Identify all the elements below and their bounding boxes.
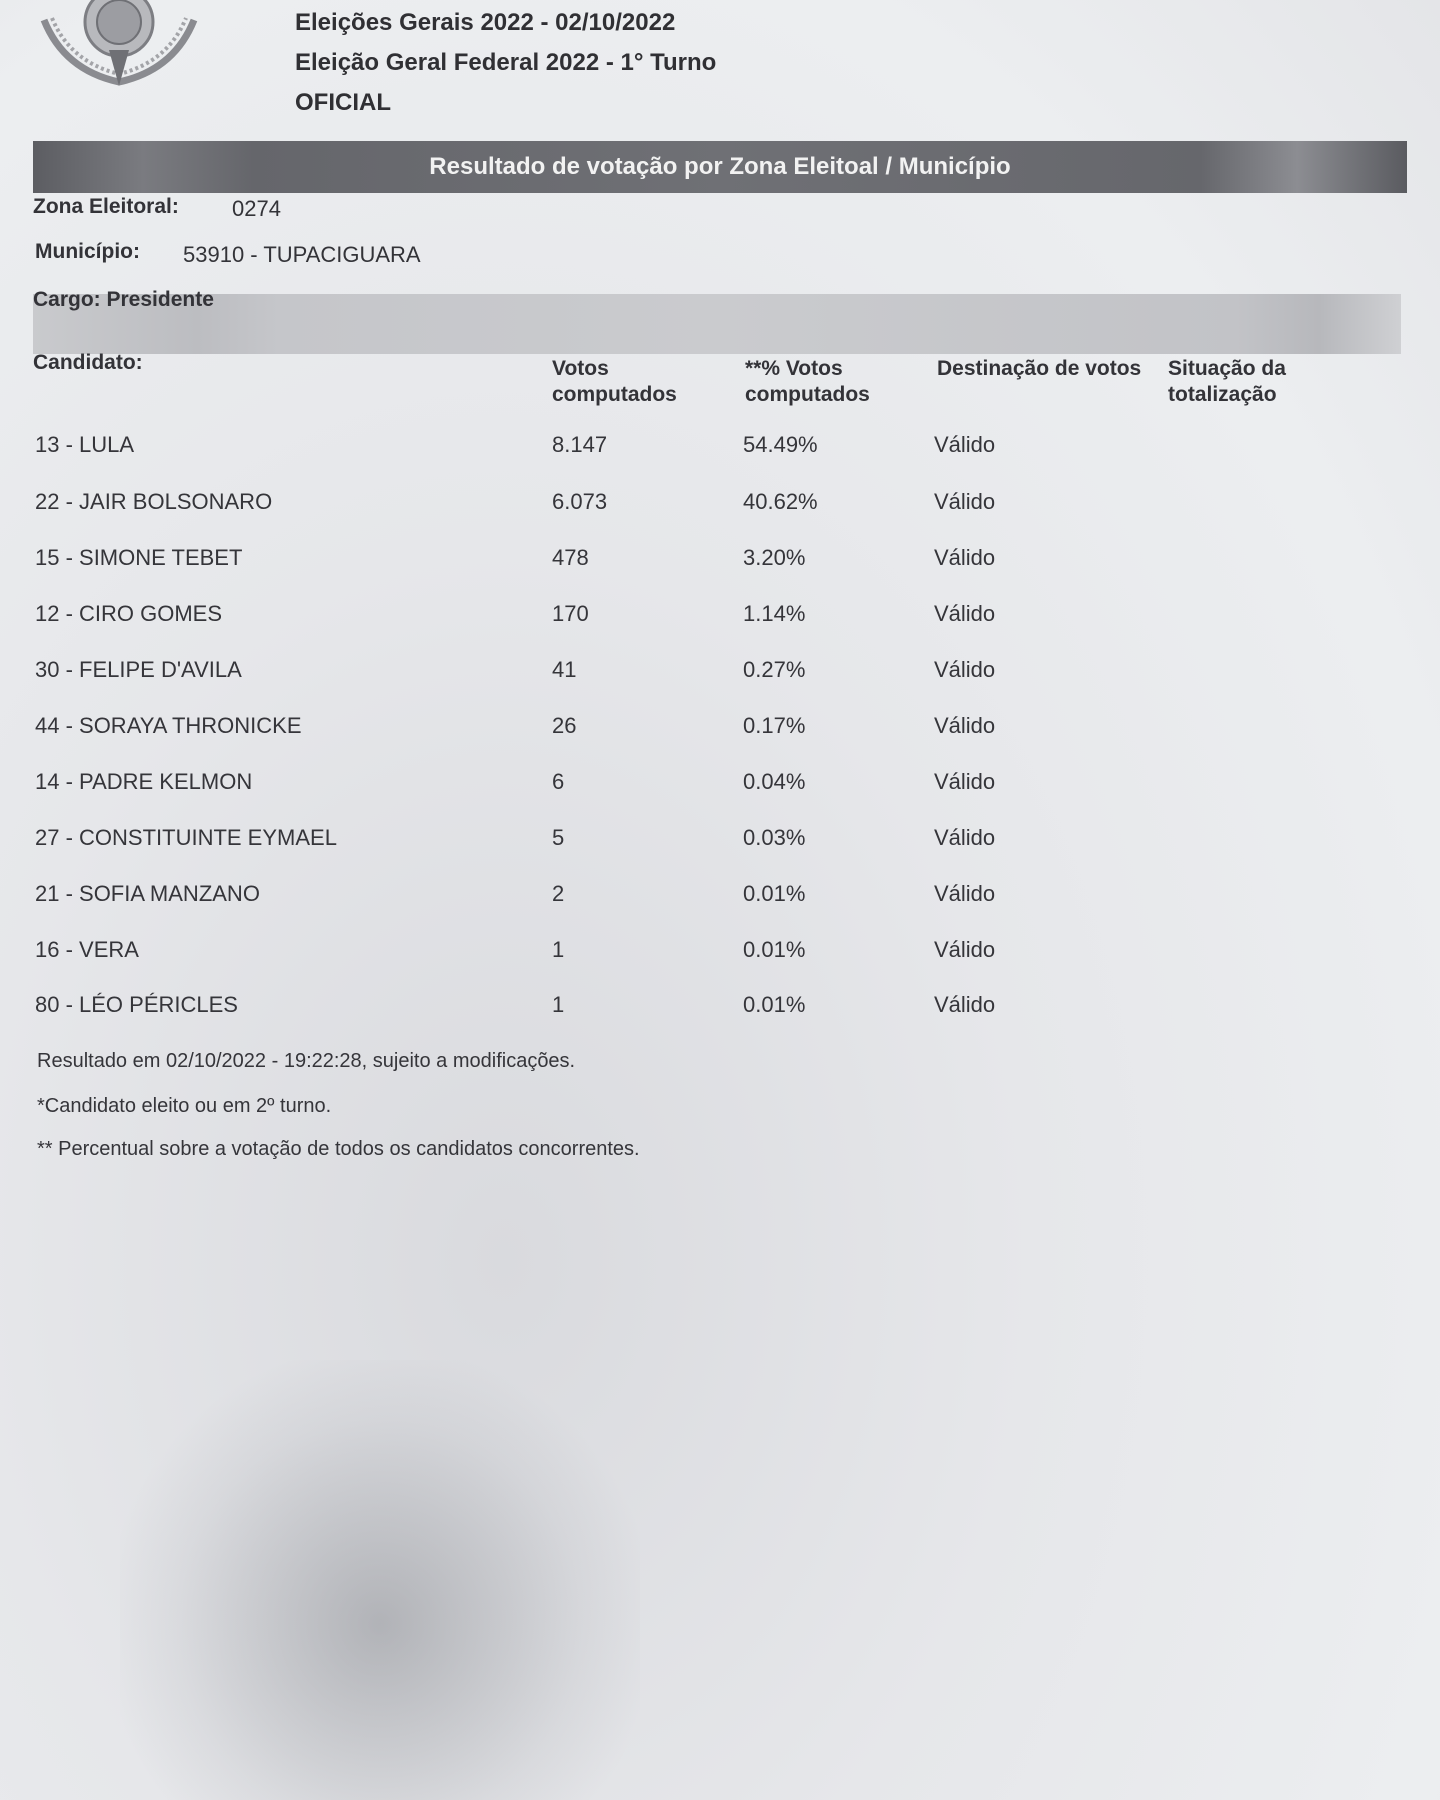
candidate-name: 22 - JAIR BOLSONARO	[35, 489, 273, 514]
col-candidato: Candidato:	[33, 351, 143, 374]
votes-count: 8.147	[552, 432, 608, 457]
votes-count: 170	[552, 601, 589, 626]
col-situacao-line1: Situação da	[1168, 357, 1286, 380]
col-destinacao: Destinação de votos	[937, 357, 1142, 380]
col-percent-line2: computados	[745, 383, 870, 406]
election-subtitle: Eleição Geral Federal 2022 - 1° Turno	[295, 49, 717, 76]
result-timestamp: Resultado em 02/10/2022 - 19:22:28, sujeito a modificações.	[37, 1050, 576, 1072]
col-percent	[745, 356, 870, 408]
votes-percent: 0.01%	[743, 937, 806, 962]
vote-destination: Válido	[934, 489, 996, 514]
col-situacao-line2: totalização	[1168, 383, 1277, 406]
vote-destination: Válido	[934, 657, 996, 682]
votes-count: 6	[552, 769, 565, 794]
municipio-label: Município:	[35, 240, 140, 263]
candidate-name: 12 - CIRO GOMES	[35, 601, 223, 626]
vote-destination: Válido	[934, 545, 996, 570]
candidate-name: 16 - VERA	[35, 937, 139, 962]
candidate-name: 30 - FELIPE D'AVILA	[35, 657, 242, 682]
vote-destination: Válido	[934, 881, 996, 906]
candidate-name: 15 - SIMONE TEBET	[35, 545, 243, 570]
vote-destination: Válido	[934, 937, 996, 962]
votes-count: 1	[552, 992, 565, 1017]
votes-count: 5	[552, 825, 565, 850]
votes-percent: 3.20%	[743, 545, 806, 570]
banner-title: Resultado de votação por Zona Eleitoal / Município	[429, 153, 1011, 180]
vote-destination: Válido	[934, 769, 996, 794]
table-row	[0, 881, 1440, 917]
candidate-name: 80 - LÉO PÉRICLES	[35, 992, 238, 1017]
result-banner	[33, 141, 1407, 193]
table-row	[0, 825, 1440, 861]
election-title: Eleições Gerais 2022 - 02/10/2022	[295, 9, 676, 36]
municipio-value: 53910 - TUPACIGUARA	[183, 242, 421, 267]
votes-percent: 0.01%	[743, 881, 806, 906]
cargo-label: Cargo: Presidente	[33, 288, 214, 311]
candidate-name: 14 - PADRE KELMON	[35, 769, 253, 794]
votes-percent: 54.49%	[743, 432, 818, 457]
table-row	[0, 992, 1440, 1028]
table-row	[0, 713, 1440, 749]
votes-count: 6.073	[552, 489, 608, 514]
votes-percent: 0.17%	[743, 713, 806, 738]
col-votos-line2: computados	[552, 383, 677, 406]
table-row	[0, 432, 1440, 468]
photo-shadow	[120, 1360, 640, 1800]
candidate-name: 44 - SORAYA THRONICKE	[35, 713, 302, 738]
vote-destination: Válido	[934, 432, 996, 457]
candidate-name: 13 - LULA	[35, 432, 135, 457]
footnote-elected: *Candidato eleito ou em 2º turno.	[37, 1095, 332, 1117]
votes-count: 26	[552, 713, 577, 738]
vote-destination: Válido	[934, 601, 996, 626]
votes-percent: 0.27%	[743, 657, 806, 682]
vote-destination: Válido	[934, 992, 996, 1017]
votes-count: 478	[552, 545, 589, 570]
votes-percent: 0.01%	[743, 992, 806, 1017]
col-percent-line1: **% Votos	[745, 357, 843, 380]
votes-percent: 40.62%	[743, 489, 818, 514]
official-label: OFICIAL	[295, 89, 391, 116]
footnote-percent: ** Percentual sobre a votação de todos os candidatos concorrentes.	[37, 1138, 640, 1160]
votes-count: 1	[552, 937, 565, 962]
zona-value: 0274	[232, 196, 281, 221]
votes-count: 2	[552, 881, 565, 906]
vote-destination: Válido	[934, 825, 996, 850]
cargo-bar	[33, 294, 1401, 354]
candidate-name: 27 - CONSTITUINTE EYMAEL	[35, 825, 337, 850]
table-row	[0, 489, 1440, 525]
col-situacao	[1168, 356, 1286, 408]
table-row	[0, 937, 1440, 973]
votes-percent: 1.14%	[743, 601, 806, 626]
table-row	[0, 769, 1440, 805]
col-votos	[552, 356, 677, 408]
votes-percent: 0.04%	[743, 769, 806, 794]
votes-percent: 0.03%	[743, 825, 806, 850]
zona-label: Zona Eleitoral:	[33, 195, 179, 218]
vote-destination: Válido	[934, 713, 996, 738]
votes-count: 41	[552, 657, 577, 682]
col-votos-line1: Votos	[552, 357, 609, 380]
table-row	[0, 657, 1440, 693]
table-row	[0, 545, 1440, 581]
candidate-name: 21 - SOFIA MANZANO	[35, 881, 260, 906]
table-row	[0, 601, 1440, 637]
coat-of-arms-seal	[34, 0, 204, 86]
